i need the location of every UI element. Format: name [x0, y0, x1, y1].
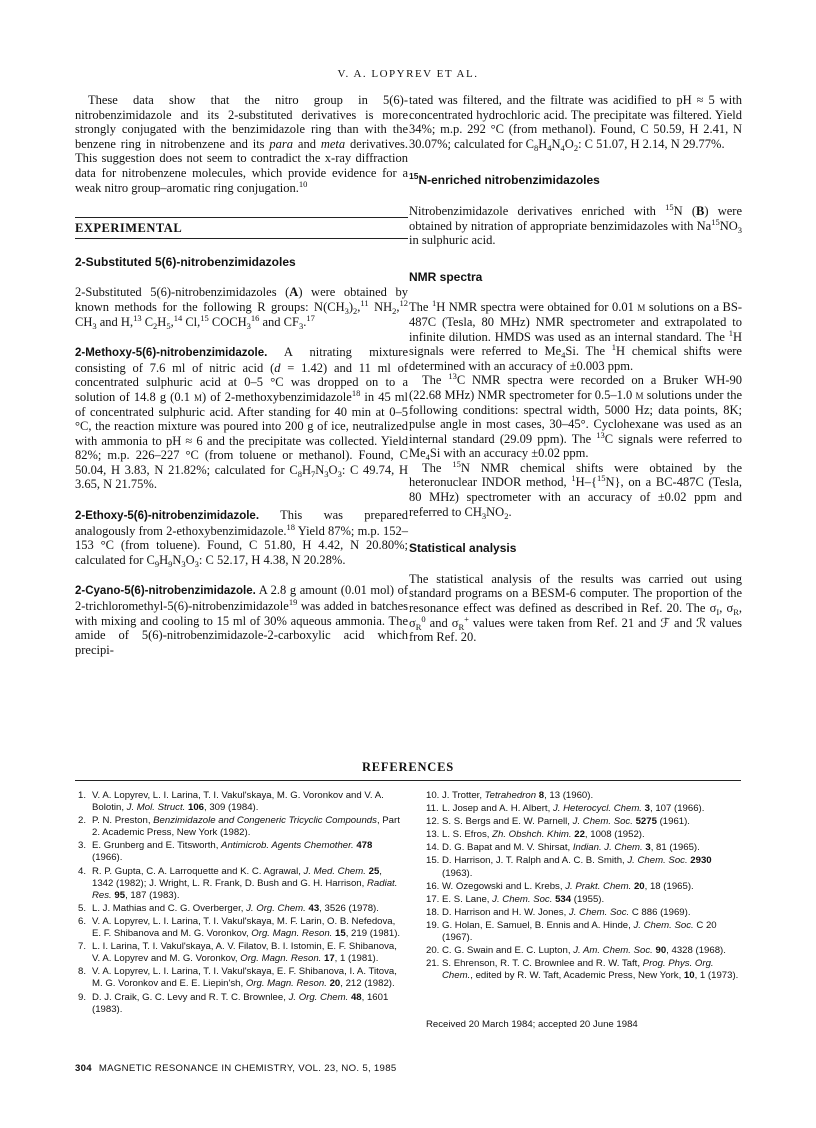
reference-number: 4.: [78, 865, 87, 877]
reference-number: 9.: [78, 991, 87, 1003]
references-heading: REFERENCES: [361, 760, 455, 774]
reference-number: 3.: [78, 840, 87, 852]
reference-number: 6.: [78, 915, 87, 927]
reference-item: [78, 790, 404, 814]
reference-number: 8.: [78, 966, 87, 978]
reference-text: V. A. Lopyrev, L. I. Larina, T. I. Vakul'skaya, M. G. Voronkov and V. A. Bolotin, J. Mol. Struct. 106, 309 (1984).: [92, 790, 384, 814]
reference-item: [78, 966, 404, 990]
stat-heading: Statistical analysis: [409, 541, 517, 556]
reference-number: 15.: [426, 855, 440, 867]
reference-number: 17.: [426, 893, 440, 905]
references-right-list: [426, 790, 744, 983]
reference-number: 16.: [426, 880, 440, 892]
n15-heading: $^{15}$N-enriched nitrobenzimidazoles: [409, 171, 600, 188]
reference-item: [426, 958, 744, 982]
reference-item: [426, 907, 744, 919]
reference-text: E. S. Lane, J. Chem. Soc. 534 (1955).: [442, 893, 605, 905]
reference-number: 18.: [426, 906, 440, 918]
stat-paragraph: The statistical analysis of the results was carried out using standard programs on a BESM-6 computer. The proportion of the resonance effect was defined as described in Ref. 20. The $\sigma_I$, $\sigma_R$, $\sigma_R^0$ and $\sigma_R^+$ values were taken from Ref. 21 and ℱ and ℛ values from Ref. 20.: [409, 571, 743, 645]
reference-number: 13.: [426, 829, 440, 841]
section-rule-top: [75, 217, 408, 218]
right-column: [409, 93, 742, 645]
reference-text: C. G. Swain and E. C. Lupton, J. Am. Chem. Soc. 90, 4328 (1968).: [442, 945, 726, 957]
reference-number: 1.: [78, 790, 87, 801]
methoxy-heading: 2-Methoxy-5(6)-nitrobenzimidazole.: [75, 347, 268, 360]
ethoxy-paragraph: [75, 508, 408, 567]
reference-item: [78, 941, 404, 965]
reference-text: L. I. Larina, T. I. Vakul'skaya, A. V. Filatov, B. I. Istomin, E. F. Shibanova, V. A. Lopyrev and M. G. Voronkov, Org. Magn. Reson. 17, 1 (1981).: [92, 941, 397, 965]
subst-heading: 2-Substituted 5(6)-nitrobenzimidazoles: [75, 254, 296, 269]
reference-text: L. J. Mathias and C. G. Overberger, J. Org. Chem. 43, 3526 (1978).: [92, 902, 379, 914]
nmr-paragraph-1: The $^1$H NMR spectra were obtained for 0.01 m solutions on a BS-487C (Tesla, 80 MHz) NMR spectrometer and extrapolated to infinite dilution. HMDS was used as an internal standard. The $^1$H signals were referred to $Me_4Si$. The $^1$H chemical shifts were determined with an accuracy of ±0.003 ppm.: [409, 298, 742, 373]
reference-number: 21.: [426, 958, 440, 970]
reference-text: D. J. Craik, G. C. Levy and R. T. C. Brownlee, J. Org. Chem. 48, 1601 (1983).: [92, 991, 389, 1015]
reference-text: J. Trotter, Tetrahedron 8, 13 (1960).: [442, 790, 594, 801]
cyano-paragraph: [75, 583, 408, 657]
reference-item: [426, 894, 744, 906]
experimental-heading: EXPERIMENTAL: [75, 221, 183, 236]
page-footer: [75, 1063, 396, 1074]
reference-text: V. A. Lopyrev, L. I. Larina, T. I. Vakul'skaya, M. F. Larin, O. B. Nefedova, E. F. Shibanova and M. G. Voronkov, Org. Magn. Reson. 15, 219 (1981).: [92, 915, 401, 940]
reference-item: [426, 945, 744, 957]
reference-number: 10.: [426, 790, 440, 801]
references-rule: [75, 780, 741, 781]
reference-text: P. N. Preston, Benzimidazole and Congeneric Tricyclic Compounds, Part 2. Academic Press, New York (1982).: [92, 815, 400, 839]
methoxy-body: A nitrating mixture consisting of 7.6 ml of nitric acid (d = 1.42) and 11 ml of concentrated sulphuric acid at 0–5 °C was dropped on to a solution of 14.8 g (0.1 m) of 2-methoxybenzimidazole$^{18}$ in 45 ml of concentrated sulphuric acid. After standing for 40 min at 0–5 °C, the reaction mixture was poured into 200 g of ice, neutralized with ammonia to pH ≈ 6 and the precipitate was collected. Yield 82%; m.p. 226–227 °C (from toluene or methanol). Found, C 50.04, H 3.83, N 21.82%; calculated for $C_8H_7N_3O_3$: C 49.74, H 3.65, N 21.75%.: [75, 345, 409, 492]
reference-item: [426, 816, 744, 828]
nmr-paragraph-2: The $^{13}$C NMR spectra were recorded on a Bruker WH-90 (22.68 MHz) NMR spectrometer for 0.5–1.0 m solutions under the following conditions: spectral width, 5000 Hz; data points, 8K; pulse angle in most cases, 30–45°. Cyclohexane was used as an internal standard (29.09 ppm). The $^{13}$C signals were referred to $Me_4Si$ with an accuracy ±0.02 ppm.: [409, 371, 742, 463]
nmr-heading: NMR spectra: [409, 269, 483, 284]
reference-number: 2.: [78, 815, 87, 827]
reference-text: S. S. Bergs and E. W. Parnell, J. Chem. Soc. 5275 (1961).: [442, 816, 690, 828]
reference-text: L. S. Efros, Zh. Obshch. Khim. 22, 1008 (1952).: [442, 829, 645, 841]
page-number: 304: [75, 1063, 92, 1074]
reference-text: S. Ehrenson, R. T. C. Brownlee and R. W. Taft, Prog. Phys. Org. Chem., edited by R. W. Taft, Academic Press, New York, 10, 1 (1973).: [442, 958, 739, 982]
reference-item: [78, 916, 404, 940]
n15-paragraph: Nitrobenzimidazole derivatives enriched with $^{15}$N (B) were obtained by nitration of appropriate benzimidazoles with $Na^{15}NO_3$ in sulphuric acid.: [409, 201, 742, 248]
subst-paragraph: 2-Substituted 5(6)-nitrobenzimidazoles (A) were obtained by known methods for the following R groups: $N(CH_3)_2,^{11}$ $NH_2,^{12}$ $CH_3$ and H,$^{13}$ $C_2H_5,^{14}$ Cl,$^{15}$ $COCH_3^{16}$ and $CF_3.^{17}$: [75, 285, 409, 331]
reference-item: [426, 803, 744, 815]
reference-number: 19.: [426, 919, 440, 931]
methoxy-paragraph: [75, 345, 408, 492]
reference-item: [78, 866, 404, 902]
journal-citation: MAGNETIC RESONANCE IN CHEMISTRY, VOL. 23, NO. 5, 1985: [98, 1063, 397, 1074]
continued-paragraph: tated was filtered, and the filtrate was acidified to pH ≈ 5 with concentrated hydrochloric acid. The precipitate was filtered. Yield 34%; m.p. 292 °C (from methanol). Found, C 50.59, H 2.41, N 30.07%; calculated for $C_8H_4N_4O_2$: C 51.07, H 2.14, N 29.77%.: [409, 93, 742, 153]
reference-text: D. Harrison, J. T. Ralph and A. C. B. Smith, J. Chem. Soc. 2930 (1963).: [442, 855, 712, 879]
reference-number: 14.: [426, 842, 440, 854]
reference-item: [78, 815, 404, 839]
cyano-body: A 2.8 g amount (0.01 mol) of 2-trichloromethyl-5(6)-nitrobenzimidazole$^{19}$ was added in batches with mixing and cooling to 15 ml of 30% aqueous ammonia. The amide of 5(6)-nitrobenzimidazole-2-carboxylic acid which precipi-: [75, 583, 409, 657]
reference-number: 20.: [426, 945, 440, 957]
reference-item: [426, 790, 744, 802]
nmr-paragraph-3: The $^{15}$N NMR chemical shifts were obtained by the heteronuclear INDOR method, $^1$H–{$^{15}$N}, on a BC-487C (Tesla, 80 MHz) spectrometer with an accuracy of ±0.02 ppm and referred to $CH_3NO_2$.: [409, 458, 742, 521]
references-left-list: [78, 790, 404, 1017]
reference-text: D. G. Bapat and M. V. Shirsat, Indian. J. Chem. 3, 81 (1965).: [442, 842, 700, 854]
reference-item: [426, 842, 744, 854]
reference-number: 11.: [426, 803, 439, 815]
reference-item: [426, 881, 744, 893]
ethoxy-heading: 2-Ethoxy-5(6)-nitrobenzimidazole.: [75, 510, 260, 523]
reference-text: W. Ozegowski and L. Krebs, J. Prakt. Chem. 20, 18 (1965).: [442, 880, 694, 892]
reference-item: [78, 992, 404, 1016]
reference-text: V. A. Lopyrev, L. I. Larina, T. I. Vakul'skaya, E. F. Shibanova, I. A. Titova, M. G. Voronkov and E. E. Liepin'sh, Org. Magn. Reson. 20, 212 (1982).: [92, 966, 397, 990]
reference-number: 12.: [426, 816, 440, 828]
reference-number: 7.: [78, 941, 87, 953]
reference-item: [426, 920, 744, 944]
running-head: V. A. LOPYREV ET AL.: [337, 68, 479, 80]
reference-number: 5.: [78, 902, 87, 914]
reference-text: D. Harrison and H. W. Jones, J. Chem. Soc. C 886 (1969).: [442, 906, 691, 918]
reference-text: L. Josep and A. H. Albert, J. Heterocycl. Chem. 3, 107 (1966).: [442, 803, 705, 815]
reference-item: [78, 903, 404, 915]
intro-paragraph: These data show that the nitro group in 5(6)-nitrobenzimidazole and its 2-substituted derivatives is more strongly conjugated with the benzimidazole ring than with the benzene ring in nitrobenzene and its para and meta derivatives. This suggestion does not seem to contradict the x-ray diffraction data for nitrobenzene molecules, which provide evidence for a weak nitro group–aromatic ring conjugation.$^{10}$: [75, 93, 408, 195]
ethoxy-body: This was prepared analogously from 2-ethoxybenzimidazole.$^{18}$ Yield 87%; m.p. 152–153 °C (from toluene). Found, C 51.80, H 4.42, N 20.80%; calculated for $C_9H_9N_3O_3$: C 52.17, H 4.38, N 20.28%.: [75, 508, 408, 569]
reference-text: G. Holan, E. Samuel, B. Ennis and A. Hinde, J. Chem. Soc. C 20 (1967).: [442, 919, 717, 944]
cyano-heading: 2-Cyano-5(6)-nitrobenzimidazole.: [75, 585, 256, 598]
received-note: Received 20 March 1984; accepted 20 June 1984: [426, 1019, 638, 1030]
reference-item: [426, 855, 744, 879]
reference-text: E. Grunberg and E. Titsworth, Antimicrob. Agents Chemother. 478 (1966).: [92, 840, 373, 864]
reference-item: [426, 829, 744, 841]
left-column: [75, 93, 408, 657]
reference-text: R. P. Gupta, C. A. Larroquette and K. C. Agrawal, J. Med. Chem. 25, 1342 (1982); J. Wright, L. R. Frank, D. Bush and G. H. Harrison, Radiat. Res. 95, 187 (1983).: [92, 865, 398, 901]
reference-item: [78, 840, 404, 864]
